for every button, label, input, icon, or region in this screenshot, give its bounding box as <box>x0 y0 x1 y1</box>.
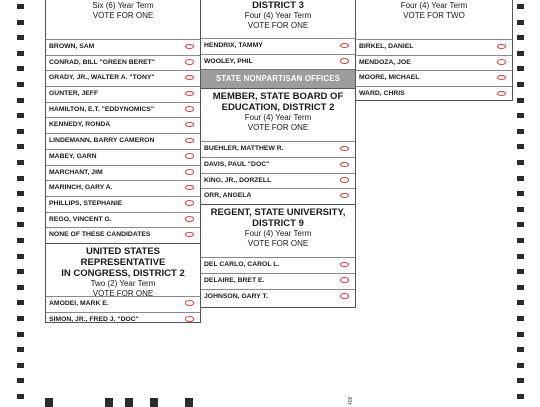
contest-column-1 <box>45 0 201 323</box>
timing-mark <box>17 160 24 165</box>
candidate-name: MENDOZA, JOE <box>359 58 411 66</box>
term-text: Four (4) Year Term <box>244 113 312 123</box>
timing-mark <box>517 300 524 305</box>
candidate-row[interactable] <box>201 188 355 204</box>
contest-header-vote-for-two <box>356 0 512 39</box>
vote-oval[interactable] <box>340 262 349 268</box>
candidate-row[interactable] <box>356 55 512 71</box>
timing-mark <box>517 160 524 165</box>
timing-mark <box>17 191 24 196</box>
vote-oval[interactable] <box>185 122 194 128</box>
candidate-name: HAMILTON, E.T. "EDDYNOMICS" <box>49 105 155 113</box>
vote-instruction: VOTE FOR ONE <box>92 288 154 298</box>
candidate-row[interactable] <box>201 173 355 189</box>
term-text: Two (2) Year Term <box>90 278 156 288</box>
vote-oval[interactable] <box>185 44 194 50</box>
contest-header-regent <box>201 204 355 257</box>
candidate-row[interactable] <box>46 212 200 228</box>
timing-mark <box>17 222 24 227</box>
contest-header-board-of-education <box>201 88 355 141</box>
candidate-row[interactable] <box>46 55 200 71</box>
timing-mark <box>17 207 24 212</box>
timing-mark <box>17 269 24 274</box>
candidate-name: HENDRIX, TAMMY <box>204 42 263 49</box>
candidate-row[interactable] <box>46 312 200 328</box>
timing-mark <box>17 238 24 243</box>
timing-mark <box>17 332 24 337</box>
candidate-row[interactable] <box>46 86 200 102</box>
timing-mark <box>517 285 524 290</box>
candidate-row[interactable] <box>46 102 200 118</box>
vote-oval[interactable] <box>340 146 349 152</box>
candidate-name: KING, JR., DORZELL <box>204 176 272 184</box>
candidate-row[interactable] <box>46 149 200 165</box>
candidate-row[interactable] <box>201 38 355 54</box>
contest-column-3 <box>355 0 513 101</box>
timing-mark <box>517 20 524 25</box>
section-banner: STATE NONPARTISAN OFFICES <box>201 69 355 88</box>
vote-oval[interactable] <box>497 59 506 65</box>
candidate-name: MABEY, GARN <box>49 152 97 160</box>
term-text: Four (4) Year Term <box>244 11 312 20</box>
candidate-name: REGO, VINCENT G. <box>49 215 112 223</box>
bottom-timing-bar <box>150 398 158 407</box>
contest-title: DISTRICT 3 <box>252 0 304 11</box>
timing-mark <box>517 35 524 40</box>
candidate-name: LINDEMANN, BARRY CAMERON <box>49 137 155 145</box>
timing-mark <box>17 82 24 87</box>
candidate-row[interactable] <box>201 157 355 173</box>
timing-mark <box>517 66 524 71</box>
vote-oval[interactable] <box>497 91 506 97</box>
candidate-name: WARD, CHRIS <box>359 90 405 98</box>
timing-mark <box>17 176 24 181</box>
timing-mark <box>17 35 24 40</box>
candidate-name: JOHNSON, GARY T. <box>204 292 268 300</box>
candidate-row[interactable] <box>356 70 512 86</box>
candidate-name: DAVIS, PAUL "DOC" <box>204 161 270 169</box>
contest-header-representative <box>46 243 200 296</box>
candidate-row[interactable] <box>201 273 355 289</box>
timing-mark <box>517 144 524 149</box>
timing-mark <box>17 363 24 368</box>
timing-mark <box>517 129 524 134</box>
vote-oval[interactable] <box>340 193 349 199</box>
timing-mark <box>17 285 24 290</box>
contest-title: REGENT, STATE UNIVERSITY, <box>210 207 346 219</box>
vote-oval[interactable] <box>185 169 194 175</box>
vote-oval[interactable] <box>185 185 194 191</box>
vote-oval[interactable] <box>497 75 506 81</box>
timing-mark <box>17 144 24 149</box>
vote-oval[interactable] <box>340 177 349 183</box>
candidate-name: NONE OF THESE CANDIDATES <box>49 231 151 239</box>
vote-oval[interactable] <box>340 277 349 283</box>
contest-title: IN CONGRESS, DISTRICT 2 <box>61 267 185 279</box>
timing-mark <box>517 363 524 368</box>
vote-instruction: VOTE FOR TWO <box>403 11 465 20</box>
bottom-timing-bar <box>105 398 113 407</box>
timing-mark <box>17 4 24 9</box>
timing-mark <box>17 378 24 383</box>
candidate-name: BUEHLER, MATTHEW R. <box>204 145 284 153</box>
candidate-row[interactable] <box>201 141 355 157</box>
candidate-row[interactable] <box>46 180 200 196</box>
vote-oval[interactable] <box>497 44 506 50</box>
candidate-name: WOOLEY, PHIL <box>204 57 253 65</box>
timing-mark <box>17 394 24 399</box>
timing-mark <box>517 191 524 196</box>
candidate-name: ORR, ANGELA <box>204 192 252 200</box>
candidate-name: MARINCH, GARY A. <box>49 184 113 192</box>
vote-oval[interactable] <box>185 216 194 222</box>
candidate-row[interactable] <box>201 289 355 305</box>
vote-oval[interactable] <box>185 59 194 65</box>
candidate-name: DEL CARLO, CAROL L. <box>204 261 280 269</box>
candidate-name: GRADY, JR., WALTER A. "TONY" <box>49 74 155 82</box>
timing-mark <box>517 316 524 321</box>
timing-mark <box>517 98 524 103</box>
bottom-timing-bar <box>185 398 193 407</box>
timing-mark <box>517 207 524 212</box>
timing-mark <box>517 176 524 181</box>
candidate-row[interactable] <box>356 86 512 102</box>
vote-oval[interactable] <box>185 106 194 112</box>
vote-oval[interactable] <box>185 300 194 306</box>
contest-title: EDUCATION, DISTRICT 2 <box>221 102 335 114</box>
vote-oval[interactable] <box>185 138 194 144</box>
candidate-row[interactable] <box>46 133 200 149</box>
timing-mark <box>517 394 524 399</box>
vote-oval[interactable] <box>340 58 349 64</box>
bottom-timing-bar <box>125 398 133 407</box>
candidate-name: KENNEDY, RONDA <box>49 121 111 129</box>
timing-mark <box>517 222 524 227</box>
candidate-row[interactable] <box>46 227 200 243</box>
candidate-row[interactable] <box>201 54 355 70</box>
timing-mark <box>517 269 524 274</box>
vote-oval[interactable] <box>185 75 194 81</box>
vote-instruction: VOTE FOR ONE <box>247 21 309 30</box>
candidate-name: MARCHANT, JIM <box>49 168 103 176</box>
candidate-name: MOORE, MICHAEL <box>359 74 420 82</box>
term-text: Six (6) Year Term <box>92 1 154 10</box>
term-text: Four (4) Year Term <box>400 1 468 10</box>
candidate-name: DELAIRE, BRET E. <box>204 276 265 284</box>
timing-mark <box>517 347 524 352</box>
side-code-label: 402 <box>348 396 354 405</box>
vote-oval[interactable] <box>185 200 194 206</box>
timing-mark <box>517 51 524 56</box>
timing-mark <box>17 20 24 25</box>
vote-oval[interactable] <box>185 232 194 238</box>
contest-column-2 <box>200 0 356 308</box>
bottom-timing-bar <box>45 398 53 407</box>
candidate-name: AMODEI, MARK E. <box>49 299 109 307</box>
candidate-row[interactable] <box>201 257 355 273</box>
vote-oval[interactable] <box>185 316 194 322</box>
timing-mark <box>17 347 24 352</box>
timing-mark <box>517 378 524 383</box>
vote-oval[interactable] <box>340 43 349 49</box>
timing-mark <box>17 254 24 259</box>
timing-mark <box>517 332 524 337</box>
candidate-name: BIRKEL, DANIEL <box>359 43 414 50</box>
candidate-name: SIMON, JR., FRED J. "DOC" <box>49 315 139 323</box>
vote-instruction: VOTE FOR ONE <box>92 11 154 20</box>
timing-mark <box>17 129 24 134</box>
candidate-row[interactable] <box>46 70 200 86</box>
timing-mark <box>17 300 24 305</box>
candidate-row[interactable] <box>46 39 200 55</box>
contest-header-senate <box>46 0 200 39</box>
timing-mark <box>17 51 24 56</box>
vote-oval[interactable] <box>185 153 194 159</box>
timing-mark <box>517 238 524 243</box>
timing-mark <box>17 316 24 321</box>
candidate-name: PHILLIPS, STEPHANIE <box>49 199 123 207</box>
vote-oval[interactable] <box>185 91 194 97</box>
contest-header-district-3 <box>201 0 355 38</box>
timing-mark <box>17 113 24 118</box>
candidate-row[interactable] <box>46 296 200 312</box>
candidate-name: CONRAD, BILL "GREEN BERET" <box>49 58 156 66</box>
candidate-row[interactable] <box>46 165 200 181</box>
contest-title: DISTRICT 9 <box>252 218 304 230</box>
timing-mark <box>517 254 524 259</box>
timing-mark <box>517 4 524 9</box>
contest-title: UNITED STATES REPRESENTATIVE <box>80 245 166 268</box>
vote-instruction: VOTE FOR ONE <box>247 239 309 249</box>
timing-mark <box>17 98 24 103</box>
term-text: Four (4) Year Term <box>244 229 312 239</box>
contest-title: MEMBER, STATE BOARD OF <box>212 91 344 103</box>
candidate-row[interactable] <box>46 196 200 212</box>
vote-oval[interactable] <box>340 162 349 168</box>
vote-instruction: VOTE FOR ONE <box>247 123 309 133</box>
vote-oval[interactable] <box>340 293 349 299</box>
timing-mark <box>517 113 524 118</box>
candidate-name: BROWN, SAM <box>49 43 95 50</box>
candidate-row[interactable] <box>356 39 512 55</box>
candidate-name: GUNTER, JEFF <box>49 90 99 98</box>
candidate-row[interactable] <box>46 117 200 133</box>
timing-mark <box>517 82 524 87</box>
timing-mark <box>17 66 24 71</box>
